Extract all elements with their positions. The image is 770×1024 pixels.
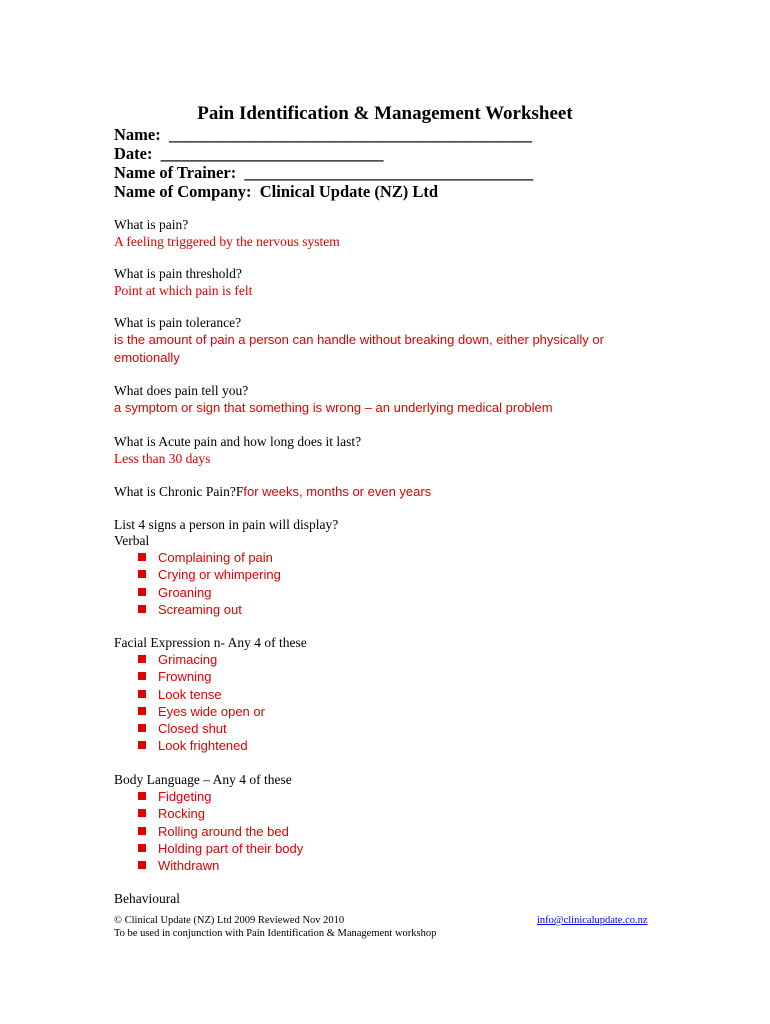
square-bullet-icon [138, 690, 146, 698]
question-signs: List 4 signs a person in pain will display? [114, 517, 339, 532]
email-link[interactable]: info@clinicalupdate.co.nz [537, 915, 648, 926]
verbal-heading: Verbal [114, 533, 150, 548]
square-bullet-icon [138, 809, 146, 817]
list-item: Closed shut [136, 720, 265, 737]
square-bullet-icon [138, 861, 146, 869]
question-threshold: What is pain threshold? [114, 266, 242, 281]
list-item: Withdrawn [136, 857, 303, 874]
facial-heading: Facial Expression n- Any 4 of these [114, 635, 307, 650]
answer-tolerance: is the amount of pain a person can handle without breaking down, either physically or emotionally [114, 332, 604, 365]
list-item: Holding part of their body [136, 840, 303, 857]
list-item: Screaming out [136, 601, 281, 618]
square-bullet-icon [138, 792, 146, 800]
square-bullet-icon [138, 827, 146, 835]
square-bullet-icon [138, 570, 146, 578]
body-language-heading: Body Language – Any 4 of these [114, 772, 292, 787]
answer-pain-tells: a symptom or sign that something is wrong – an underlying medical problem [114, 400, 553, 415]
date-field: Date: ___________________________ [114, 144, 384, 163]
page-title: Pain Identification & Management Worksheet [197, 103, 573, 124]
square-bullet-icon [138, 672, 146, 680]
list-item: Eyes wide open or [136, 703, 265, 720]
list-item: Grimacing [136, 651, 265, 668]
question-pain-tells: What does pain tell you? [114, 383, 249, 398]
square-bullet-icon [138, 844, 146, 852]
answer-acute: Less than 30 days [114, 451, 211, 466]
answer-pain: A feeling triggered by the nervous system [114, 234, 340, 249]
question-chronic [114, 483, 431, 500]
square-bullet-icon [138, 553, 146, 561]
list-item: Rolling around the bed [136, 823, 303, 840]
square-bullet-icon [138, 655, 146, 663]
list-item: Frowning [136, 668, 265, 685]
square-bullet-icon [138, 605, 146, 613]
square-bullet-icon [138, 741, 146, 749]
question-chronic-text: What is Chronic Pain?F [114, 484, 244, 499]
trainer-field: Name of Trainer: ___________________________________ [114, 163, 534, 182]
list-item: Groaning [136, 584, 281, 601]
footer-note: To be used in conjunction with Pain Identification & Management workshop [114, 928, 437, 939]
list-item: Look frightened [136, 737, 265, 754]
answer-chronic: for weeks, months or even years [243, 484, 432, 499]
question-acute: What is Acute pain and how long does it last? [114, 434, 362, 449]
body-language-list [136, 788, 303, 874]
square-bullet-icon [138, 588, 146, 596]
list-item: Crying or whimpering [136, 566, 281, 583]
question-pain: What is pain? [114, 217, 189, 232]
verbal-list [136, 549, 281, 618]
footer-copyright: © Clinical Update (NZ) Ltd 2009 Reviewed Nov 2010 [114, 915, 345, 926]
facial-list [136, 651, 265, 755]
square-bullet-icon [138, 724, 146, 732]
company-field: Name of Company: Clinical Update (NZ) Ltd [114, 182, 439, 201]
question-tolerance: What is pain tolerance? [114, 315, 242, 330]
behavioural-heading: Behavioural [114, 891, 180, 906]
square-bullet-icon [138, 707, 146, 715]
name-field: Name: ____________________________________________ [114, 125, 532, 144]
list-item: Rocking [136, 805, 303, 822]
list-item: Fidgeting [136, 788, 303, 805]
list-item: Complaining of pain [136, 549, 281, 566]
list-item: Look tense [136, 686, 265, 703]
answer-threshold: Point at which pain is felt [114, 283, 253, 298]
